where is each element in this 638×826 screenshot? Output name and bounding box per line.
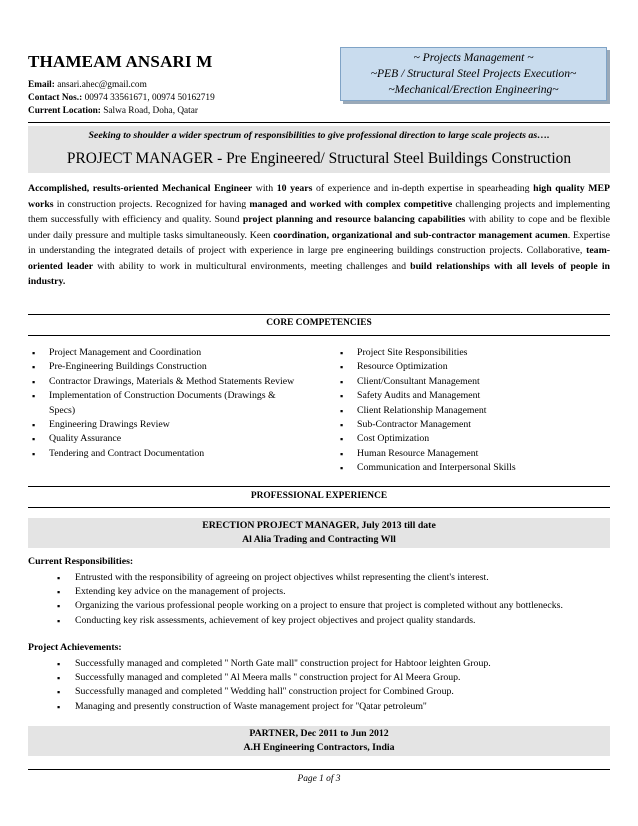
list-item: ▪ Extending key advice on the management of projects.	[57, 585, 610, 599]
list-item: ▪ Human Resource Management	[340, 447, 610, 461]
section-divider	[28, 314, 610, 315]
list-item: ▪ Engineering Drawings Review	[32, 418, 302, 432]
current-responsibilities-heading: Current Responsibilities:	[28, 556, 134, 567]
section-divider	[28, 486, 610, 487]
list-item: ▪ Conducting key risk assessments, achievement of key project objectives and project quality standards.	[57, 614, 610, 628]
candidate-name: THAMEAM ANSARI M	[28, 52, 213, 71]
list-item: ▪ Organizing the various professional people working on a project to ensure that project is completed without any bottlenecks.	[57, 599, 610, 613]
list-item: ▪ Managing and presently construction of Waste management project for ''Qatar petroleum''	[57, 700, 610, 714]
list-item: ▪ Successfully managed and completed '' Wedding hall'' construction project for Combined Group.	[57, 685, 610, 699]
page-number: Page 1 of 3	[297, 774, 341, 784]
list-item: ▪ Sub-Contractor Management	[340, 418, 610, 432]
tagline-line: ~PEB / Structural Steel Projects Execution~	[370, 67, 577, 80]
list-item: ▪ Contractor Drawings, Materials & Method Statements Review	[32, 375, 302, 389]
tagline-box	[340, 47, 607, 101]
tagline-line: ~Mechanical/Erection Engineering~	[388, 83, 559, 96]
job-title: ERECTION PROJECT MANAGER, July 2013 till date	[202, 520, 436, 531]
achievements-list	[57, 657, 610, 714]
phone-line	[28, 92, 215, 105]
competencies-right-list	[340, 346, 610, 476]
location-line	[28, 105, 215, 118]
list-item: ▪ Project Management and Coordination	[32, 346, 302, 360]
list-item: ▪ Communication and Interpersonal Skills	[340, 461, 610, 475]
email-label: Email:	[28, 80, 55, 90]
list-item: ▪ Quality Assurance	[32, 432, 302, 446]
list-item: ▪ Cost Optimization	[340, 432, 610, 446]
header-divider	[28, 122, 610, 123]
tagline-line: ~ Projects Management ~	[413, 51, 534, 64]
target-role-title: PROJECT MANAGER - Pre Engineered/ Structural Steel Buildings Construction	[66, 150, 572, 167]
list-item: ▪ Successfully managed and completed '' North Gate mall'' construction project for Habtoor leighten Group.	[57, 657, 610, 671]
list-item: ▪ Tendering and Contract Documentation	[32, 447, 302, 461]
section-divider	[28, 507, 610, 508]
objective-statement: Seeking to shoulder a wider spectrum of responsibilities to give professional direction to large scale projects as….	[88, 130, 550, 141]
professional-experience-heading: PROFESSIONAL EXPERIENCE	[250, 491, 388, 501]
list-item: ▪ Successfully managed and completed '' Al Meera malls '' construction project for Al Meera Group.	[57, 671, 610, 685]
professional-summary: Accomplished, results-oriented Mechanical Engineer with 10 years of experience and in-depth expertise in spearheading high quality MEP works in construction projects. Recognized for having managed and worked with complex competitive challenging projects and implementing them successfully with efficiency and quality. Sound project planning and resource balancing capabilities with ability to cope and be flexible under daily pressure and multiple tasks simultaneously. Keen coordination, organizational and sub-contractor management acumen. Expertise in understanding the integrated details of project with experience in large pre engineering buildings construction projects. Collaborative, team-oriented leader with ability to work in multicultural environments, meeting challenges and build relationships with all levels of people in industry.	[28, 183, 610, 287]
email-value[interactable]: ansari.ahec@gmail.com	[57, 80, 147, 90]
job-company: Al Alia Trading and Contracting Wll	[242, 534, 396, 545]
phone-label: Contact Nos.:	[28, 93, 83, 103]
core-competencies-heading: CORE COMPETENCIES	[266, 318, 372, 328]
list-item: ▪ Client Relationship Management	[340, 404, 610, 418]
list-item: ▪ Entrusted with the responsibility of agreeing on project objectives whilst representing the client's interest.	[57, 571, 610, 585]
phone-value: 00974 33561671, 00974 50162719	[84, 93, 215, 103]
list-item: ▪ Client/Consultant Management	[340, 375, 610, 389]
list-item: ▪ Pre-Engineering Buildings Construction	[32, 360, 302, 374]
contact-block	[28, 79, 215, 118]
section-divider	[28, 335, 610, 336]
list-item: ▪ Project Site Responsibilities	[340, 346, 610, 360]
job-company: A.H Engineering Contractors, India	[243, 742, 395, 753]
competencies-left-list	[32, 346, 302, 461]
job-title: PARTNER, Dec 2011 to Jun 2012	[249, 728, 389, 739]
list-item: ▪ Resource Optimization	[340, 360, 610, 374]
project-achievements-heading: Project Achievements:	[28, 642, 122, 653]
location-value: Salwa Road, Doha, Qatar	[103, 106, 198, 116]
email-line	[28, 79, 215, 92]
list-item: ▪ Safety Audits and Management	[340, 389, 610, 403]
footer-divider	[28, 769, 610, 770]
location-label: Current Location:	[28, 106, 101, 116]
list-item: ▪ Implementation of Construction Documents (Drawings & Specs)	[32, 389, 302, 418]
responsibilities-list	[57, 571, 610, 628]
